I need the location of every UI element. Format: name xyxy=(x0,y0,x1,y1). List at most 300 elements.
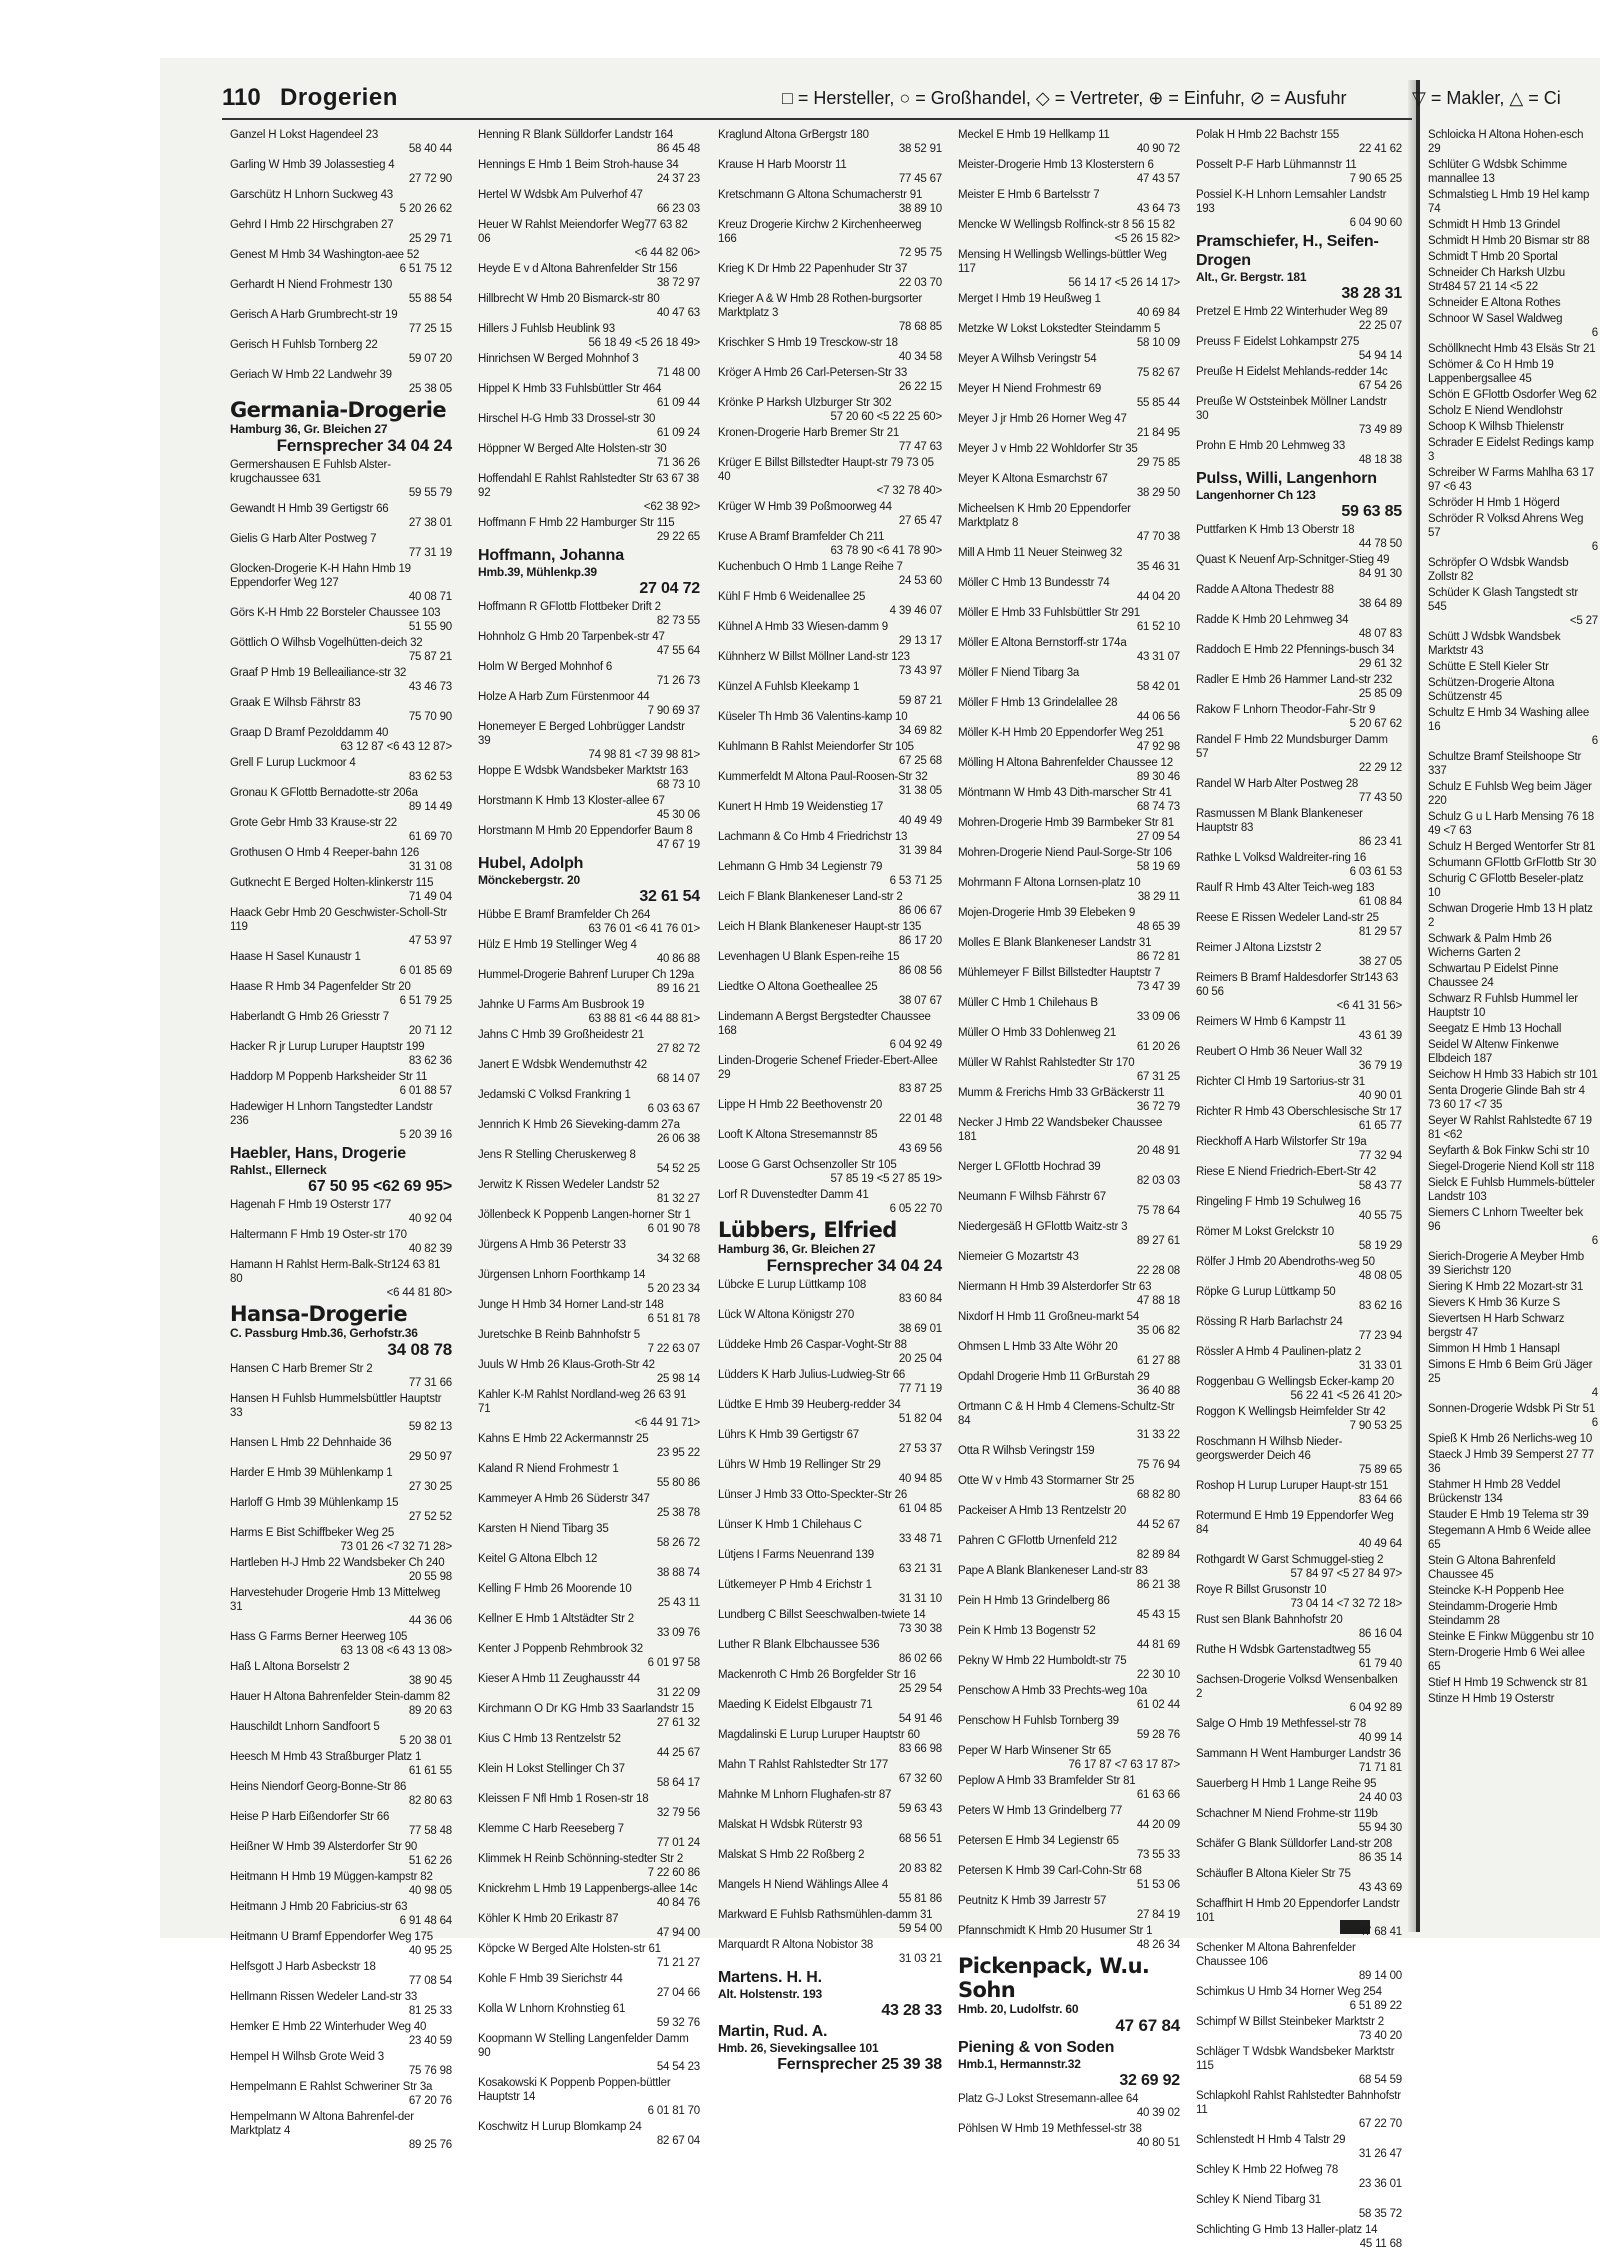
listing-name: Niedergesäß H GFlottb Waitz-str 3 xyxy=(958,1221,1128,1233)
listing-phone: 27 38 01 xyxy=(408,517,452,529)
listing-entry xyxy=(230,338,452,366)
listing-name: Küseler Th Hmb 36 Valentins-kamp 10 xyxy=(718,711,908,723)
listing-phone: 6 xyxy=(1591,541,1598,553)
listing-name: Genest M Hmb 34 Washington-aee 52 xyxy=(230,249,420,261)
listing-phone: 40 86 88 xyxy=(656,953,700,965)
listing-phone: 27 82 72 xyxy=(656,1043,700,1055)
listing-name: Kruse A Bramf Bramfelder Ch 211 xyxy=(718,531,885,543)
listing-name: Schmidt H Hmb 20 Bismar str 88 xyxy=(1428,235,1590,247)
listing-entry xyxy=(958,546,1180,574)
listing-phone: 63 76 01 <6 41 76 01> xyxy=(588,923,700,935)
listing-entry xyxy=(718,1428,942,1456)
listing-entry xyxy=(958,1086,1180,1114)
listing-entry xyxy=(230,1720,452,1748)
listing-entry xyxy=(1428,706,1598,748)
listing-phone: 45 11 68 xyxy=(1359,2238,1402,2250)
listing-column-1 xyxy=(230,128,452,2151)
listing-entry xyxy=(1196,673,1402,701)
featured-listing xyxy=(718,2022,942,2074)
listing-phone: 54 94 14 xyxy=(1358,350,1402,362)
listing-name: Spieß K Hmb 26 Nerlichs-weg 10 xyxy=(1428,1433,1593,1445)
listing-name: Schütte E Stell Kieler Str xyxy=(1428,661,1549,673)
listing-entry xyxy=(1196,395,1402,437)
listing-name: Kelling F Hmb 26 Moorende 10 xyxy=(478,1583,632,1595)
listing-entry xyxy=(1196,1225,1402,1253)
listing-phone: 43 43 69 xyxy=(1358,1882,1402,1894)
listing-name: Schnoor W Sasel Waldweg xyxy=(1428,313,1563,325)
listing-entry xyxy=(478,158,700,186)
listing-name: Radler E Hmb 26 Hammer Land-str 232 xyxy=(1196,674,1393,686)
listing-address: Hmb.39, Mühlenkp.39 xyxy=(478,565,597,579)
listing-phone: 58 42 01 xyxy=(1136,681,1180,693)
listing-entry xyxy=(230,1228,452,1256)
listing-name: Möller K-H Hmb 20 Eppendorfer Weg 251 xyxy=(958,727,1164,739)
listing-address: Rahlst., Ellerneck xyxy=(230,1163,327,1177)
listing-name: Mangels H Niend Wählings Allee 4 xyxy=(718,1879,889,1891)
listing-entry xyxy=(958,1804,1180,1832)
listing-name: Neumann F Wilhsb Fährstr 67 xyxy=(958,1191,1106,1203)
listing-entry xyxy=(1196,1807,1402,1835)
listing-phone: 56 18 49 <5 26 18 49> xyxy=(588,337,700,349)
listing-phone: 61 69 70 xyxy=(408,831,452,843)
listing-phone: 6 51 89 22 xyxy=(1349,2000,1402,2012)
listing-name: Randel W Harb Alter Postweg 28 xyxy=(1196,778,1359,790)
listing-name: Mohren-Drogerie Hmb 39 Barmbeker Str 81 xyxy=(958,817,1174,829)
listing-entry xyxy=(478,412,700,440)
listing-entry xyxy=(1196,1105,1402,1133)
listing-entry xyxy=(1196,2089,1402,2131)
listing-name: Richter Cl Hmb 19 Sartorius-str 31 xyxy=(1196,1076,1365,1088)
listing-entry xyxy=(478,2076,700,2118)
listing-phone: 27 84 19 xyxy=(1136,1909,1180,1921)
listing-phone: 6 01 97 58 xyxy=(647,1657,700,1669)
listing-entry xyxy=(958,382,1180,410)
listing-name: Otte W v Hmb 43 Stormarner Str 25 xyxy=(958,1475,1135,1487)
listing-phone: 43 46 73 xyxy=(408,681,452,693)
listing-entry xyxy=(958,1116,1180,1158)
listing-entry xyxy=(1428,750,1598,778)
listing-entry xyxy=(478,1972,700,2000)
listing-entry xyxy=(478,1088,700,1116)
listing-name: Harvestehuder Drogerie Hmb 13 Mittelweg 31 xyxy=(230,1587,441,1613)
listing-entry xyxy=(478,1058,700,1086)
listing-name: Possiel K-H Lnhorn Lemsahler Landstr 193 xyxy=(1196,189,1387,215)
listing-name: Mühlemeyer F Billst Billstedter Hauptstr 7 xyxy=(958,967,1161,979)
listing-name: Heitmann H Hmb 19 Müggen-kampstr 82 xyxy=(230,1871,433,1883)
listing-name: Kius C Hmb 13 Rentzelstr 52 xyxy=(478,1733,621,1745)
listing-name: Simons E Hmb 6 Beim Grü Jäger 25 xyxy=(1428,1359,1593,1385)
listing-phone: 34 32 68 xyxy=(656,1253,700,1265)
listing-entry xyxy=(230,1750,452,1778)
listing-phone: 32 69 92 xyxy=(1119,2072,1180,2089)
listing-entry xyxy=(958,1190,1180,1218)
listing-name: Schlenstedt H Hmb 4 Talstr 29 xyxy=(1196,2134,1346,2146)
listing-entry xyxy=(1428,234,1598,248)
listing-name: Jens R Stelling Cheruskerweg 8 xyxy=(478,1149,636,1161)
listing-entry xyxy=(958,1654,1180,1682)
listing-name: Möller C Hmb 13 Bundesstr 74 xyxy=(958,577,1110,589)
listing-phone: 43 31 07 xyxy=(1136,651,1180,663)
listing-name: Pein H Hmb 13 Grindelberg 86 xyxy=(958,1595,1110,1607)
listing-entry xyxy=(718,860,942,888)
listing-phone: 77 43 50 xyxy=(1358,792,1402,804)
listing-entry xyxy=(718,530,942,558)
listing-entry xyxy=(958,906,1180,934)
listing-phone: 84 91 30 xyxy=(1358,568,1402,580)
listing-name: Koschwitz H Lurup Blomkamp 24 xyxy=(478,2121,642,2133)
listing-address: Mönckebergstr. 20 xyxy=(478,873,580,887)
listing-name: Pulss, Willi, Langenhorn xyxy=(1196,470,1377,487)
listing-name: Müller O Hmb 33 Dohlenweg 21 xyxy=(958,1027,1117,1039)
listing-entry xyxy=(1428,1524,1598,1552)
listing-name: Sachsen-Drogerie Volksd Wensenbalken 2 xyxy=(1196,1674,1398,1700)
page-header xyxy=(222,80,1600,120)
listing-name: Platz G-J Lokst Stresemann-allee 64 xyxy=(958,2093,1139,2105)
listing-phone: 82 80 63 xyxy=(408,1795,452,1807)
listing-phone: 86 35 14 xyxy=(1358,1852,1402,1864)
listing-phone: Fernsprecher 34 04 24 xyxy=(276,436,452,455)
listing-name: Holm W Berged Mohnhof 6 xyxy=(478,661,613,673)
listing-entry xyxy=(958,696,1180,724)
listing-name: Seichow H Hmb 33 Habich str 101 xyxy=(1428,1069,1598,1081)
listing-name: Stahmer H Hmb 28 Veddel Brückenstr 134 xyxy=(1428,1479,1561,1505)
listing-entry xyxy=(230,1990,452,2018)
listing-phone: 48 08 05 xyxy=(1358,1270,1402,1282)
listing-name: Stein G Altona Bahrenfeld Chaussee 45 xyxy=(1428,1555,1556,1581)
listing-entry xyxy=(1428,218,1598,232)
listing-phone: 24 40 03 xyxy=(1358,1792,1402,1804)
listing-phone: 40 80 51 xyxy=(1136,2137,1180,2149)
listing-name: Garling W Hmb 39 Jolassestieg 4 xyxy=(230,159,395,171)
listing-entry xyxy=(718,800,942,828)
listing-name: Schröder H Hmb 1 Högerd xyxy=(1428,497,1560,509)
listing-phone: 77 23 94 xyxy=(1358,1330,1402,1342)
listing-entry xyxy=(230,502,452,530)
listing-entry xyxy=(230,1100,452,1142)
listing-entry xyxy=(230,980,452,1008)
listing-phone: 67 50 95 <62 69 95> xyxy=(308,1178,452,1195)
listing-entry xyxy=(230,1960,452,1988)
listing-name: Rotermund E Hmb 19 Eppendorfer Weg 84 xyxy=(1196,1510,1394,1536)
listing-entry xyxy=(718,650,942,678)
page-number: 110 xyxy=(222,84,261,111)
listing-phone: 76 17 87 <7 63 17 87> xyxy=(1068,1759,1180,1771)
listing-phone: 40 99 14 xyxy=(1358,1732,1402,1744)
listing-phone: 48 18 38 xyxy=(1358,454,1402,466)
listing-name: Gutknecht E Berged Holten-klinkerstr 115 xyxy=(230,877,434,889)
listing-entry xyxy=(1196,335,1402,363)
listing-entry xyxy=(1428,420,1598,434)
listing-entry xyxy=(230,1258,452,1300)
listing-name: Piening & von Soden xyxy=(958,2039,1115,2056)
listing-entry xyxy=(1428,404,1598,418)
listing-phone: 27 53 37 xyxy=(898,1443,942,1455)
listing-name: Gehrd I Hmb 22 Hirschgraben 27 xyxy=(230,219,394,231)
listing-phone: 5 20 26 62 xyxy=(399,203,452,215)
listing-entry xyxy=(718,1398,942,1426)
listing-phone: 36 40 88 xyxy=(1136,1385,1180,1397)
listing-name: Nixdorf H Hmb 11 Großneu-markt 54 xyxy=(958,1311,1140,1323)
listing-name: Haebler, Hans, Drogerie xyxy=(230,1145,406,1162)
listing-phone: 34 69 82 xyxy=(898,725,942,737)
listing-name: Gerhardt H Niend Frohmestr 130 xyxy=(230,279,393,291)
listing-entry xyxy=(1196,1553,1402,1581)
listing-phone: 71 49 04 xyxy=(408,891,452,903)
listing-entry xyxy=(478,824,700,852)
listing-entry xyxy=(718,1054,942,1096)
listing-name: Meister E Hmb 6 Bartelsstr 7 xyxy=(958,189,1100,201)
listing-phone: 86 72 81 xyxy=(1136,951,1180,963)
listing-name: Köhler K Hmb 20 Erikastr 87 xyxy=(478,1913,619,1925)
listing-name: Raulf R Hmb 43 Alter Teich-weg 183 xyxy=(1196,882,1375,894)
listing-entry xyxy=(1196,1315,1402,1343)
listing-entry xyxy=(478,600,700,628)
listing-entry xyxy=(1428,1646,1598,1674)
listing-name: Gerisch A Harb Grumbrecht-str 19 xyxy=(230,309,398,321)
listing-phone: 75 76 98 xyxy=(408,2065,452,2077)
listing-name: Hippel K Hmb 33 Fuhlsbüttler Str 464 xyxy=(478,383,662,395)
listing-name: Schwarz R Fuhlsb Hummel ler Hauptstr 10 xyxy=(1428,993,1578,1019)
listing-phone: <6 41 31 56> xyxy=(1336,1000,1402,1012)
listing-entry xyxy=(958,292,1180,320)
listing-phone: 33 09 76 xyxy=(656,1627,700,1639)
listing-name: Malskat S Hmb 22 Roßberg 2 xyxy=(718,1849,865,1861)
listing-entry xyxy=(478,1852,700,1880)
listing-phone: 83 62 16 xyxy=(1358,1300,1402,1312)
listing-phone: 58 19 29 xyxy=(1358,1240,1402,1252)
listing-name: Penschow A Hmb 33 Prechts-weg 10a xyxy=(958,1685,1148,1697)
listing-entry xyxy=(958,472,1180,500)
listing-phone: 55 80 86 xyxy=(656,1477,700,1489)
listing-phone: 48 26 34 xyxy=(1136,1939,1180,1951)
page-spine xyxy=(1416,80,1420,1932)
listing-phone: 20 55 98 xyxy=(408,1571,452,1583)
listing-entry xyxy=(230,1780,452,1808)
listing-name: Hadewiger H Lnhorn Tangstedter Landstr 236 xyxy=(230,1101,433,1127)
listing-name: Kohle F Hmb 39 Sierichstr 44 xyxy=(478,1973,623,1985)
listing-name: Posselt P-F Harb Lühmannstr 11 xyxy=(1196,159,1357,171)
listing-name: Ruthe H Wdsbk Gartenstadtweg 55 xyxy=(1196,1644,1371,1656)
listing-entry xyxy=(958,442,1180,470)
listing-name: Schimkus U Hmb 34 Horner Weg 254 xyxy=(1196,1986,1382,1998)
listing-phone: 67 54 26 xyxy=(1358,380,1402,392)
listing-name: Schrader E Eidelst Redings kamp 3 xyxy=(1428,437,1594,463)
listing-entry xyxy=(1196,1643,1402,1671)
listing-phone: 58 64 17 xyxy=(656,1777,700,1789)
listing-entry xyxy=(718,1818,942,1846)
listing-phone: 38 64 89 xyxy=(1358,598,1402,610)
listing-phone: 6 91 48 64 xyxy=(399,1915,452,1927)
listing-name: Schoop K Wilhsb Thielenstr xyxy=(1428,421,1564,433)
listing-phone: 58 26 72 xyxy=(656,1537,700,1549)
listing-entry xyxy=(230,1586,452,1628)
listing-phone: 6 53 71 25 xyxy=(889,875,942,887)
listing-name: Haltermann F Hmb 19 Oster-str 170 xyxy=(230,1229,407,1241)
listing-name: Reimer J Altona Lizststr 2 xyxy=(1196,942,1322,954)
listing-column-3 xyxy=(718,128,942,2073)
listing-name: Kahns E Hmb 22 Ackermannstr 25 xyxy=(478,1433,649,1445)
listing-phone: 40 39 02 xyxy=(1136,2107,1180,2119)
listing-phone: 44 04 20 xyxy=(1136,591,1180,603)
listing-name: Ganzel H Lokst Hagendeel 23 xyxy=(230,129,379,141)
listing-entry xyxy=(958,1280,1180,1308)
listing-phone: 31 03 21 xyxy=(898,1953,942,1965)
listing-phone: 75 82 67 xyxy=(1136,367,1180,379)
listing-phone: 40 90 01 xyxy=(1358,1090,1402,1102)
listing-entry xyxy=(958,1444,1180,1472)
listing-entry xyxy=(1196,553,1402,581)
listing-entry xyxy=(1196,1747,1402,1775)
listing-name: Seyer W Rahlst Rahlstedte 67 19 81 <62 xyxy=(1428,1115,1592,1141)
listing-name: Gronau K GFlottb Bernadotte-str 206a xyxy=(230,787,418,799)
listing-name: Hübbe E Bramf Bramfelder Ch 264 xyxy=(478,909,651,921)
listing-entry xyxy=(1196,2015,1402,2043)
listing-phone: 61 61 55 xyxy=(408,1765,452,1777)
listing-phone: 77 25 15 xyxy=(408,323,452,335)
listing-name: Hansen L Hmb 22 Dehnhaide 36 xyxy=(230,1437,392,1449)
listing-phone: 31 39 84 xyxy=(898,845,942,857)
listing-name: Schachner M Niend Frohme-str 119b xyxy=(1196,1808,1378,1820)
listing-phone: 40 92 04 xyxy=(408,1213,452,1225)
listing-entry xyxy=(958,1474,1180,1502)
listing-entry xyxy=(230,876,452,904)
listing-address: Hmb. 20, Ludolfstr. 60 xyxy=(958,2002,1079,2016)
listing-entry xyxy=(1196,2045,1402,2087)
listing-name: Schäfer G Blank Sülldorfer Land-str 208 xyxy=(1196,1838,1393,1850)
listing-phone: 33 48 71 xyxy=(898,1533,942,1545)
listing-entry xyxy=(718,680,942,708)
listing-name: Stauder E Hmb 19 Telema str 39 xyxy=(1428,1509,1589,1521)
listing-entry xyxy=(958,128,1180,156)
listing-entry xyxy=(718,620,942,648)
listing-name: Lippe H Hmb 22 Beethovenstr 20 xyxy=(718,1099,883,1111)
listing-entry xyxy=(1428,660,1598,674)
listing-phone: 36 72 79 xyxy=(1136,1101,1180,1113)
listing-entry xyxy=(1428,630,1598,658)
listing-phone: 4 xyxy=(1591,1387,1598,1399)
listing-entry xyxy=(478,690,700,718)
listing-entry xyxy=(230,756,452,784)
listing-entry xyxy=(718,1908,942,1936)
listing-entry xyxy=(230,562,452,604)
listing-entry xyxy=(230,458,452,500)
listing-name: Rasmussen M Blank Blankeneser Hauptstr 83 xyxy=(1196,808,1363,834)
listing-entry xyxy=(230,1630,452,1658)
listing-entry xyxy=(718,1158,942,1186)
listing-name: Reubert O Hmb 36 Neuer Wall 32 xyxy=(1196,1046,1363,1058)
listing-entry xyxy=(1428,296,1598,310)
listing-phone: 51 55 90 xyxy=(408,621,452,633)
listing-name: Horstmann M Hmb 20 Eppendorfer Baum 8 xyxy=(478,825,693,837)
listing-entry xyxy=(1428,1358,1598,1400)
listing-phone: 58 40 44 xyxy=(408,143,452,155)
symbol-legend-next: ▽ = Makler, △ = Ci xyxy=(1412,88,1561,108)
listing-entry xyxy=(230,1930,452,1958)
listing-phone: 81 29 57 xyxy=(1358,926,1402,938)
listing-name: Kraglund Altona GrBergstr 180 xyxy=(718,129,869,141)
listing-entry xyxy=(718,1758,942,1786)
listing-entry xyxy=(958,1714,1180,1742)
listing-phone: 47 67 19 xyxy=(656,839,700,851)
listing-entry xyxy=(958,188,1180,216)
listing-name: Preuss F Eidelst Lohkampstr 275 xyxy=(1196,336,1360,348)
listing-entry xyxy=(958,1744,1180,1772)
listing-entry xyxy=(718,262,942,290)
symbol-legend: □ = Hersteller, ○ = Großhandel, ◇ = Vertreter, ⊕ = Einfuhr, ⊘ = Ausfuhr xyxy=(782,88,1347,108)
listing-phone: 48 07 83 xyxy=(1358,628,1402,640)
listing-phone: 32 79 56 xyxy=(656,1807,700,1819)
listing-entry xyxy=(1196,2163,1402,2191)
listing-entry xyxy=(1428,1312,1598,1340)
listing-name: Hoffmann R GFlottb Flottbeker Drift 2 xyxy=(478,601,661,613)
listing-phone: 75 76 94 xyxy=(1136,1459,1180,1471)
listing-name: Ortmann C & H Hmb 4 Clemens-Schultz-Str 84 xyxy=(958,1401,1175,1427)
listing-name: Niemeier G Mozartstr 43 xyxy=(958,1251,1079,1263)
listing-entry xyxy=(958,666,1180,694)
listing-entry xyxy=(478,262,700,290)
listing-name: Lachmann & Co Hmb 4 Friedrichstr 13 xyxy=(718,831,908,843)
listing-phone: 89 27 61 xyxy=(1136,1235,1180,1247)
listing-phone: 22 30 10 xyxy=(1136,1669,1180,1681)
listing-address: Hmb. 26, Sievekingsallee 101 xyxy=(718,2041,879,2055)
listing-name: Röpke G Lurup Lüttkamp 50 xyxy=(1196,1286,1336,1298)
listing-name: Haddorp M Poppenb Harksheider Str 11 xyxy=(230,1071,428,1083)
listing-name: Lindemann A Bergst Bergstedter Chaussee 168 xyxy=(718,1011,931,1037)
listing-name: Jennrich K Hmb 26 Sieveking-damm 27a xyxy=(478,1119,680,1131)
listing-entry xyxy=(230,906,452,948)
listing-entry xyxy=(478,1432,700,1460)
listing-name: Siemers C Lnhorn Tweelter bek 96 xyxy=(1428,1207,1584,1233)
listing-entry xyxy=(1196,1479,1402,1507)
listing-phone: 71 71 81 xyxy=(1358,1762,1402,1774)
listing-name: Heins Niendorf Georg-Bonne-Str 86 xyxy=(230,1781,407,1793)
listing-name: Sievers K Hmb 36 Kurze S xyxy=(1428,1297,1560,1309)
listing-phone: 6 05 22 70 xyxy=(889,1203,942,1215)
listing-phone: 44 25 67 xyxy=(656,1747,700,1759)
listing-phone: 61 63 66 xyxy=(1136,1789,1180,1801)
listing-phone: 27 52 52 xyxy=(408,1511,452,1523)
listing-entry xyxy=(1428,1676,1598,1690)
listing-entry xyxy=(478,1178,700,1206)
listing-phone: 68 14 07 xyxy=(656,1073,700,1085)
listing-name: Kahler K-M Rahlst Nordland-weg 26 63 91 71 xyxy=(478,1389,687,1415)
listing-name: Graaf P Hmb 19 Belleailiance-str 32 xyxy=(230,667,407,679)
listing-phone: 77 58 48 xyxy=(408,1825,452,1837)
listing-entry xyxy=(718,1338,942,1366)
listing-name: Hemker E Hmb 22 Winterhuder Weg 40 xyxy=(230,2021,427,2033)
featured-listing xyxy=(958,2038,1180,2090)
listing-name: Kummerfeldt M Altona Paul-Roosen-Str 32 xyxy=(718,771,928,783)
listing-entry xyxy=(478,2002,700,2030)
listing-name: Reimers B Bramf Haldesdorfer Str143 63 60 56 xyxy=(1196,972,1399,998)
listing-name: Hempelmann E Rahlst Schweriner Str 3a xyxy=(230,2081,433,2093)
listing-entry xyxy=(478,2032,700,2074)
listing-phone: 40 82 39 xyxy=(408,1243,452,1255)
listing-name: Siering K Hmb 22 Mozart-str 31 xyxy=(1428,1281,1584,1293)
listing-name: Krönke P Harksh Ulzburger Str 302 xyxy=(718,397,892,409)
listing-entry xyxy=(1428,466,1598,494)
listing-name: Stinze H Hmb 19 Osterstr xyxy=(1428,1693,1555,1705)
listing-entry xyxy=(1196,439,1402,467)
listing-name: Gewandt H Hmb 39 Gertigstr 66 xyxy=(230,503,389,515)
listing-entry xyxy=(478,1208,700,1236)
listing-entry xyxy=(958,502,1180,544)
listing-entry xyxy=(958,322,1180,350)
listing-name: Sievertsen H Harb Schwarz bergstr 47 xyxy=(1428,1313,1565,1339)
listing-entry xyxy=(1196,1897,1402,1939)
listing-phone: 71 21 27 xyxy=(656,1957,700,1969)
listing-phone: 54 91 46 xyxy=(898,1713,942,1725)
